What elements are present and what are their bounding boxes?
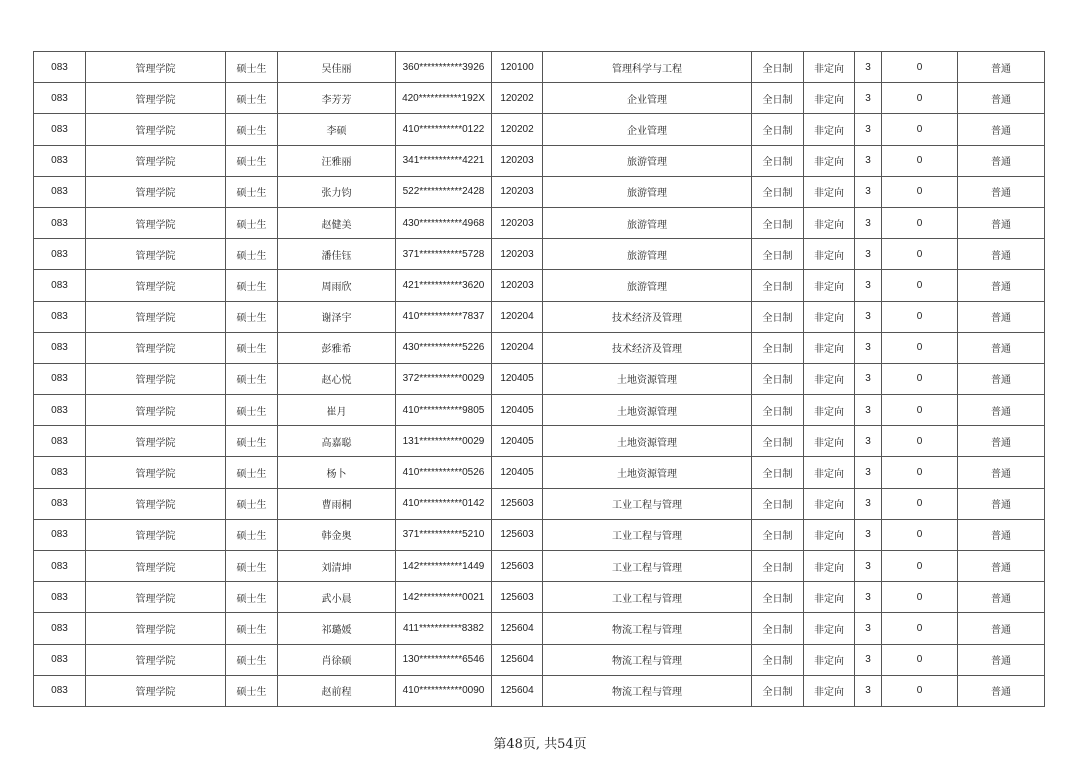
study-mode-cell: 全日制 (752, 332, 804, 363)
major-name-cell: 土地资源管理 (543, 363, 752, 394)
major-code-cell: 120203 (492, 239, 543, 270)
id-number-cell: 142***********1449 (396, 551, 492, 582)
fee-cell: 0 (882, 488, 958, 519)
fee-cell: 0 (882, 52, 958, 83)
college-name-cell: 管理学院 (86, 363, 226, 394)
major-name-cell: 旅游管理 (543, 176, 752, 207)
college-code-cell: 083 (34, 239, 86, 270)
fee-cell: 0 (882, 145, 958, 176)
college-name-cell: 管理学院 (86, 426, 226, 457)
category-cell: 普通 (958, 551, 1045, 582)
major-code-cell: 125604 (492, 613, 543, 644)
duration-cell: 3 (855, 114, 882, 145)
orientation-cell: 非定向 (804, 83, 855, 114)
category-cell: 普通 (958, 644, 1045, 675)
table-row (34, 395, 1045, 426)
college-code-cell: 083 (34, 613, 86, 644)
degree-type-cell: 硕士生 (226, 395, 278, 426)
college-name-cell: 管理学院 (86, 332, 226, 363)
fee-cell: 0 (882, 176, 958, 207)
duration-cell: 3 (855, 239, 882, 270)
id-number-cell: 410***********0526 (396, 457, 492, 488)
id-number-cell: 410***********9805 (396, 395, 492, 426)
category-cell: 普通 (958, 363, 1045, 394)
category-cell: 普通 (958, 457, 1045, 488)
student-name-cell: 崔月 (278, 395, 396, 426)
college-name-cell: 管理学院 (86, 395, 226, 426)
study-mode-cell: 全日制 (752, 207, 804, 238)
fee-cell: 0 (882, 675, 958, 706)
college-name-cell: 管理学院 (86, 301, 226, 332)
college-code-cell: 083 (34, 457, 86, 488)
major-name-cell: 旅游管理 (543, 145, 752, 176)
id-number-cell: 430***********4968 (396, 207, 492, 238)
id-number-cell: 522***********2428 (396, 176, 492, 207)
table-row (34, 519, 1045, 550)
major-name-cell: 土地资源管理 (543, 426, 752, 457)
student-name-cell: 潘佳钰 (278, 239, 396, 270)
major-code-cell: 120405 (492, 363, 543, 394)
degree-type-cell: 硕士生 (226, 426, 278, 457)
major-code-cell: 125603 (492, 488, 543, 519)
study-mode-cell: 全日制 (752, 363, 804, 394)
table-row (34, 426, 1045, 457)
orientation-cell: 非定向 (804, 145, 855, 176)
college-name-cell: 管理学院 (86, 675, 226, 706)
category-cell: 普通 (958, 301, 1045, 332)
study-mode-cell: 全日制 (752, 519, 804, 550)
table-row (34, 551, 1045, 582)
student-name-cell: 肖徐硕 (278, 644, 396, 675)
major-code-cell: 120405 (492, 426, 543, 457)
student-name-cell: 赵健美 (278, 207, 396, 238)
study-mode-cell: 全日制 (752, 426, 804, 457)
table-row (34, 114, 1045, 145)
major-code-cell: 120203 (492, 207, 543, 238)
study-mode-cell: 全日制 (752, 52, 804, 83)
study-mode-cell: 全日制 (752, 145, 804, 176)
duration-cell: 3 (855, 301, 882, 332)
major-code-cell: 125603 (492, 582, 543, 613)
fee-cell: 0 (882, 519, 958, 550)
student-name-cell: 曹雨桐 (278, 488, 396, 519)
duration-cell: 3 (855, 332, 882, 363)
orientation-cell: 非定向 (804, 52, 855, 83)
duration-cell: 3 (855, 551, 882, 582)
duration-cell: 3 (855, 582, 882, 613)
fee-cell: 0 (882, 582, 958, 613)
orientation-cell: 非定向 (804, 644, 855, 675)
study-mode-cell: 全日制 (752, 551, 804, 582)
student-name-cell: 汪雅丽 (278, 145, 396, 176)
major-code-cell: 120405 (492, 457, 543, 488)
table-row (34, 613, 1045, 644)
orientation-cell: 非定向 (804, 332, 855, 363)
study-mode-cell: 全日制 (752, 488, 804, 519)
degree-type-cell: 硕士生 (226, 363, 278, 394)
duration-cell: 3 (855, 176, 882, 207)
duration-cell: 3 (855, 675, 882, 706)
major-name-cell: 物流工程与管理 (543, 613, 752, 644)
duration-cell: 3 (855, 613, 882, 644)
college-name-cell: 管理学院 (86, 114, 226, 145)
category-cell: 普通 (958, 239, 1045, 270)
student-name-cell: 李芳芳 (278, 83, 396, 114)
study-mode-cell: 全日制 (752, 457, 804, 488)
major-name-cell: 工业工程与管理 (543, 582, 752, 613)
degree-type-cell: 硕士生 (226, 519, 278, 550)
college-code-cell: 083 (34, 675, 86, 706)
college-name-cell: 管理学院 (86, 239, 226, 270)
orientation-cell: 非定向 (804, 582, 855, 613)
table-row (34, 207, 1045, 238)
major-name-cell: 旅游管理 (543, 270, 752, 301)
fee-cell: 0 (882, 239, 958, 270)
fee-cell: 0 (882, 363, 958, 394)
major-name-cell: 企业管理 (543, 83, 752, 114)
table-row (34, 675, 1045, 706)
college-code-cell: 083 (34, 551, 86, 582)
student-name-cell: 张力钧 (278, 176, 396, 207)
degree-type-cell: 硕士生 (226, 675, 278, 706)
college-code-cell: 083 (34, 519, 86, 550)
student-name-cell: 韩金奥 (278, 519, 396, 550)
category-cell: 普通 (958, 395, 1045, 426)
major-code-cell: 125604 (492, 644, 543, 675)
id-number-cell: 371***********5728 (396, 239, 492, 270)
study-mode-cell: 全日制 (752, 582, 804, 613)
id-number-cell: 421***********3620 (396, 270, 492, 301)
orientation-cell: 非定向 (804, 426, 855, 457)
student-name-cell: 周雨欣 (278, 270, 396, 301)
student-name-cell: 吴佳丽 (278, 52, 396, 83)
orientation-cell: 非定向 (804, 301, 855, 332)
major-name-cell: 物流工程与管理 (543, 644, 752, 675)
fee-cell: 0 (882, 457, 958, 488)
degree-type-cell: 硕士生 (226, 270, 278, 301)
id-number-cell: 410***********0122 (396, 114, 492, 145)
degree-type-cell: 硕士生 (226, 301, 278, 332)
duration-cell: 3 (855, 457, 882, 488)
fee-cell: 0 (882, 114, 958, 145)
table-row (34, 582, 1045, 613)
id-number-cell: 341***********4221 (396, 145, 492, 176)
student-name-cell: 彭雅希 (278, 332, 396, 363)
table-row (34, 239, 1045, 270)
degree-type-cell: 硕士生 (226, 176, 278, 207)
fee-cell: 0 (882, 551, 958, 582)
major-code-cell: 120204 (492, 332, 543, 363)
college-code-cell: 083 (34, 145, 86, 176)
orientation-cell: 非定向 (804, 395, 855, 426)
major-name-cell: 土地资源管理 (543, 457, 752, 488)
category-cell: 普通 (958, 114, 1045, 145)
duration-cell: 3 (855, 207, 882, 238)
id-number-cell: 410***********7837 (396, 301, 492, 332)
degree-type-cell: 硕士生 (226, 332, 278, 363)
orientation-cell: 非定向 (804, 675, 855, 706)
study-mode-cell: 全日制 (752, 395, 804, 426)
table-row (34, 363, 1045, 394)
table-row (34, 52, 1045, 83)
category-cell: 普通 (958, 207, 1045, 238)
table-row (34, 332, 1045, 363)
duration-cell: 3 (855, 83, 882, 114)
major-code-cell: 125603 (492, 519, 543, 550)
category-cell: 普通 (958, 675, 1045, 706)
student-name-cell: 祁璐媛 (278, 613, 396, 644)
orientation-cell: 非定向 (804, 613, 855, 644)
college-code-cell: 083 (34, 83, 86, 114)
college-name-cell: 管理学院 (86, 488, 226, 519)
study-mode-cell: 全日制 (752, 675, 804, 706)
table-row (34, 83, 1045, 114)
student-name-cell: 赵心悦 (278, 363, 396, 394)
major-name-cell: 技术经济及管理 (543, 301, 752, 332)
college-code-cell: 083 (34, 176, 86, 207)
table-row (34, 176, 1045, 207)
college-code-cell: 083 (34, 363, 86, 394)
fee-cell: 0 (882, 613, 958, 644)
category-cell: 普通 (958, 83, 1045, 114)
table-row (34, 488, 1045, 519)
major-name-cell: 物流工程与管理 (543, 675, 752, 706)
student-name-cell: 李硕 (278, 114, 396, 145)
major-name-cell: 工业工程与管理 (543, 519, 752, 550)
student-table (33, 51, 1045, 707)
major-code-cell: 120202 (492, 114, 543, 145)
student-name-cell: 赵前程 (278, 675, 396, 706)
orientation-cell: 非定向 (804, 363, 855, 394)
table-row (34, 301, 1045, 332)
duration-cell: 3 (855, 644, 882, 675)
fee-cell: 0 (882, 207, 958, 238)
fee-cell: 0 (882, 426, 958, 457)
college-name-cell: 管理学院 (86, 83, 226, 114)
major-code-cell: 120203 (492, 145, 543, 176)
category-cell: 普通 (958, 582, 1045, 613)
duration-cell: 3 (855, 488, 882, 519)
college-name-cell: 管理学院 (86, 551, 226, 582)
college-code-cell: 083 (34, 270, 86, 301)
id-number-cell: 142***********0021 (396, 582, 492, 613)
student-name-cell: 高嘉聪 (278, 426, 396, 457)
table-row (34, 145, 1045, 176)
study-mode-cell: 全日制 (752, 114, 804, 145)
id-number-cell: 130***********6546 (396, 644, 492, 675)
major-name-cell: 工业工程与管理 (543, 488, 752, 519)
orientation-cell: 非定向 (804, 207, 855, 238)
degree-type-cell: 硕士生 (226, 207, 278, 238)
major-name-cell: 管理科学与工程 (543, 52, 752, 83)
college-name-cell: 管理学院 (86, 176, 226, 207)
orientation-cell: 非定向 (804, 488, 855, 519)
college-code-cell: 083 (34, 301, 86, 332)
duration-cell: 3 (855, 395, 882, 426)
college-code-cell: 083 (34, 52, 86, 83)
student-name-cell: 杨卜 (278, 457, 396, 488)
fee-cell: 0 (882, 83, 958, 114)
orientation-cell: 非定向 (804, 239, 855, 270)
duration-cell: 3 (855, 52, 882, 83)
college-name-cell: 管理学院 (86, 644, 226, 675)
orientation-cell: 非定向 (804, 457, 855, 488)
college-code-cell: 083 (34, 395, 86, 426)
category-cell: 普通 (958, 270, 1045, 301)
table-row (34, 457, 1045, 488)
degree-type-cell: 硕士生 (226, 644, 278, 675)
college-code-cell: 083 (34, 488, 86, 519)
study-mode-cell: 全日制 (752, 83, 804, 114)
major-code-cell: 125603 (492, 551, 543, 582)
degree-type-cell: 硕士生 (226, 239, 278, 270)
orientation-cell: 非定向 (804, 176, 855, 207)
college-name-cell: 管理学院 (86, 270, 226, 301)
id-number-cell: 411***********8382 (396, 613, 492, 644)
orientation-cell: 非定向 (804, 270, 855, 301)
major-code-cell: 120204 (492, 301, 543, 332)
id-number-cell: 360***********3926 (396, 52, 492, 83)
degree-type-cell: 硕士生 (226, 582, 278, 613)
study-mode-cell: 全日制 (752, 176, 804, 207)
student-name-cell: 武小晨 (278, 582, 396, 613)
college-name-cell: 管理学院 (86, 582, 226, 613)
major-name-cell: 企业管理 (543, 114, 752, 145)
degree-type-cell: 硕士生 (226, 551, 278, 582)
college-code-cell: 083 (34, 114, 86, 145)
orientation-cell: 非定向 (804, 114, 855, 145)
major-name-cell: 旅游管理 (543, 239, 752, 270)
orientation-cell: 非定向 (804, 519, 855, 550)
id-number-cell: 410***********0142 (396, 488, 492, 519)
fee-cell: 0 (882, 301, 958, 332)
degree-type-cell: 硕士生 (226, 114, 278, 145)
category-cell: 普通 (958, 426, 1045, 457)
study-mode-cell: 全日制 (752, 270, 804, 301)
degree-type-cell: 硕士生 (226, 457, 278, 488)
major-code-cell: 125604 (492, 675, 543, 706)
id-number-cell: 430***********5226 (396, 332, 492, 363)
college-code-cell: 083 (34, 332, 86, 363)
table-row (34, 644, 1045, 675)
category-cell: 普通 (958, 613, 1045, 644)
major-code-cell: 120203 (492, 270, 543, 301)
major-name-cell: 技术经济及管理 (543, 332, 752, 363)
college-name-cell: 管理学院 (86, 519, 226, 550)
college-name-cell: 管理学院 (86, 613, 226, 644)
id-number-cell: 420***********192X (396, 83, 492, 114)
category-cell: 普通 (958, 176, 1045, 207)
degree-type-cell: 硕士生 (226, 613, 278, 644)
category-cell: 普通 (958, 488, 1045, 519)
major-code-cell: 120203 (492, 176, 543, 207)
major-name-cell: 工业工程与管理 (543, 551, 752, 582)
table-body (34, 52, 1045, 707)
major-code-cell: 120405 (492, 395, 543, 426)
college-code-cell: 083 (34, 644, 86, 675)
study-mode-cell: 全日制 (752, 644, 804, 675)
major-code-cell: 120100 (492, 52, 543, 83)
major-name-cell: 旅游管理 (543, 207, 752, 238)
college-code-cell: 083 (34, 207, 86, 238)
degree-type-cell: 硕士生 (226, 83, 278, 114)
study-mode-cell: 全日制 (752, 301, 804, 332)
college-name-cell: 管理学院 (86, 207, 226, 238)
category-cell: 普通 (958, 332, 1045, 363)
duration-cell: 3 (855, 145, 882, 176)
study-mode-cell: 全日制 (752, 613, 804, 644)
duration-cell: 3 (855, 270, 882, 301)
fee-cell: 0 (882, 395, 958, 426)
category-cell: 普通 (958, 52, 1045, 83)
fee-cell: 0 (882, 644, 958, 675)
major-code-cell: 120202 (492, 83, 543, 114)
study-mode-cell: 全日制 (752, 239, 804, 270)
degree-type-cell: 硕士生 (226, 488, 278, 519)
college-name-cell: 管理学院 (86, 457, 226, 488)
category-cell: 普通 (958, 145, 1045, 176)
fee-cell: 0 (882, 332, 958, 363)
id-number-cell: 131***********0029 (396, 426, 492, 457)
table-row (34, 270, 1045, 301)
college-name-cell: 管理学院 (86, 145, 226, 176)
duration-cell: 3 (855, 519, 882, 550)
id-number-cell: 372***********0029 (396, 363, 492, 394)
college-name-cell: 管理学院 (86, 52, 226, 83)
id-number-cell: 410***********0090 (396, 675, 492, 706)
major-name-cell: 土地资源管理 (543, 395, 752, 426)
duration-cell: 3 (855, 426, 882, 457)
degree-type-cell: 硕士生 (226, 145, 278, 176)
page-number: 第48页, 共54页 (493, 737, 587, 752)
orientation-cell: 非定向 (804, 551, 855, 582)
fee-cell: 0 (882, 270, 958, 301)
degree-type-cell: 硕士生 (226, 52, 278, 83)
student-name-cell: 谢泽宇 (278, 301, 396, 332)
college-code-cell: 083 (34, 582, 86, 613)
college-code-cell: 083 (34, 426, 86, 457)
category-cell: 普通 (958, 519, 1045, 550)
student-name-cell: 刘清坤 (278, 551, 396, 582)
duration-cell: 3 (855, 363, 882, 394)
id-number-cell: 371***********5210 (396, 519, 492, 550)
